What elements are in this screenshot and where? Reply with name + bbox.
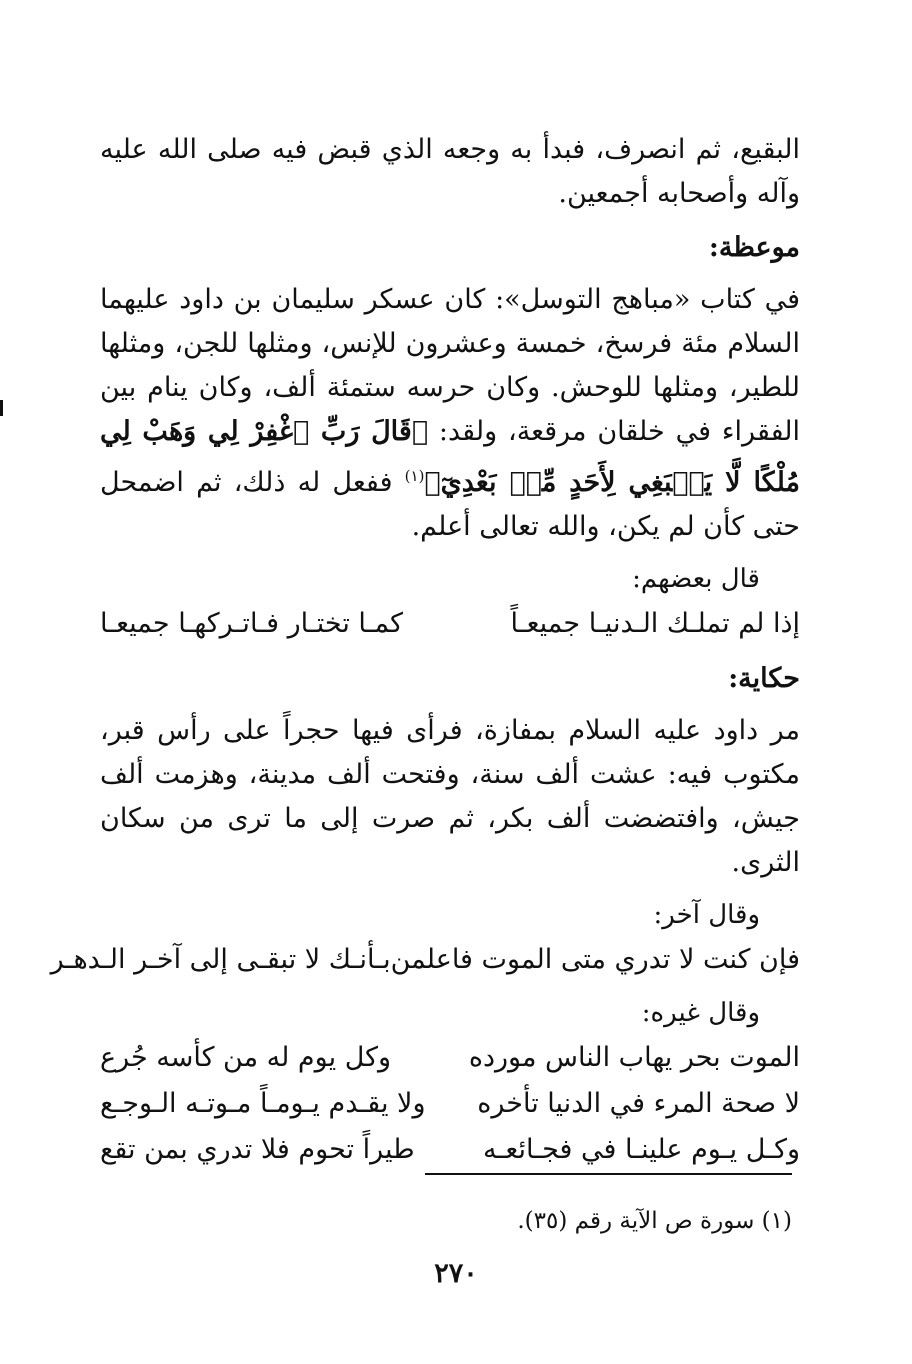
scan-edge-mark [0, 400, 3, 416]
poem-line-3-first: وكـل يـوم علينـا في فجـائعـه [483, 1134, 800, 1165]
quran-verse: ﴿قَالَ رَبِّ ٱغْفِرْ لِي وَهَبْ لِي مُلْكًا لَّا يَنۢبَغِي لِأَحَدٍ مِّنۢ بَعْدِيٓ﴾ [100, 416, 800, 498]
poem-line-1-first: الموت بحر يهاب الناس مورده [468, 1042, 800, 1073]
paragraph-2-text-a: في كتاب «مباهج التوسل»: كان عسكر سليمان بن داود عليهما السلام مئة فرسخ، خمسة وعشرون للإنس، ومثلها للجن، ومثلها للطير، ومثلها للوحش. وكان حرسه ستمئة ألف، وكان ينام بين الفقراء في خلقان مرقعة، ولقد: [100, 284, 800, 447]
verse-2 [50, 937, 800, 983]
poem-line-2-second: ولا يقـدم يـومـاً مـوتـه الـوجـع [100, 1088, 426, 1119]
poem-line-1-second: وكل يوم له من كأسه جُرع [100, 1042, 392, 1073]
intro-qala-baduhum: قال بعضهم: [632, 564, 760, 594]
intro-qala-akhar: وقال آخر: [653, 900, 760, 930]
poem-line-3 [100, 1127, 800, 1173]
verse-1-second-hemistich: كمـا تختـار فـاتـركهـا جميعـا [100, 608, 404, 639]
poem [100, 1035, 800, 1173]
footnote-divider [425, 1173, 792, 1175]
page-number: ٢٧٠ [434, 1258, 478, 1289]
poem-line-1 [100, 1035, 800, 1081]
paragraph-2 [100, 278, 800, 549]
heading-hikaya: حكاية: [728, 663, 800, 694]
paragraph-1: البقيع، ثم انصرف، فبدأ به وجعه الذي قبض فيه صلى الله عليه وآله وأصحابه أجمعين. [100, 134, 800, 209]
verse-1 [100, 601, 800, 647]
verse-2-first-hemistich: فإن كنت لا تدري متى الموت فاعلمن [390, 944, 800, 975]
footnote: (١) سورة ص الآية رقم (٣٥). [517, 1208, 792, 1234]
page-body [50, 128, 800, 1173]
paragraph-3: مر داود عليه السلام بمفازة، فرأى فيها حجراً على رأس قبر، مكتوب فيه: عشت ألف سنة، وفتحت ألف مدينة، وهزمت ألف جيش، وافتضضت ألف بكر، ثم صرت إلى ما ترى من سكان الثرى. [100, 715, 800, 878]
heading-mawiza: موعظة: [708, 232, 800, 263]
verse-2-second-hemistich: بـأنـك لا تبقـى إلى آخـر الـدهـر [50, 944, 391, 975]
poem-line-3-second: طيراً تحوم فلا تدري بمن تقع [100, 1134, 415, 1165]
paragraph-2-text-b: ففعل له ذلك، ثم اضمحل حتى كأن لم يكن، والله تعالى أعلم. [100, 467, 800, 542]
intro-qala-ghayruh: وقال غيره: [641, 998, 760, 1028]
verse-1-first-hemistich: إذا لم تملـك الـدنيـا جميعـاً [510, 608, 800, 639]
poem-line-2 [100, 1081, 800, 1127]
footnote-ref: (١) [404, 467, 425, 485]
poem-line-2-first: لا صحة المرء في الدنيا تأخره [477, 1088, 800, 1119]
